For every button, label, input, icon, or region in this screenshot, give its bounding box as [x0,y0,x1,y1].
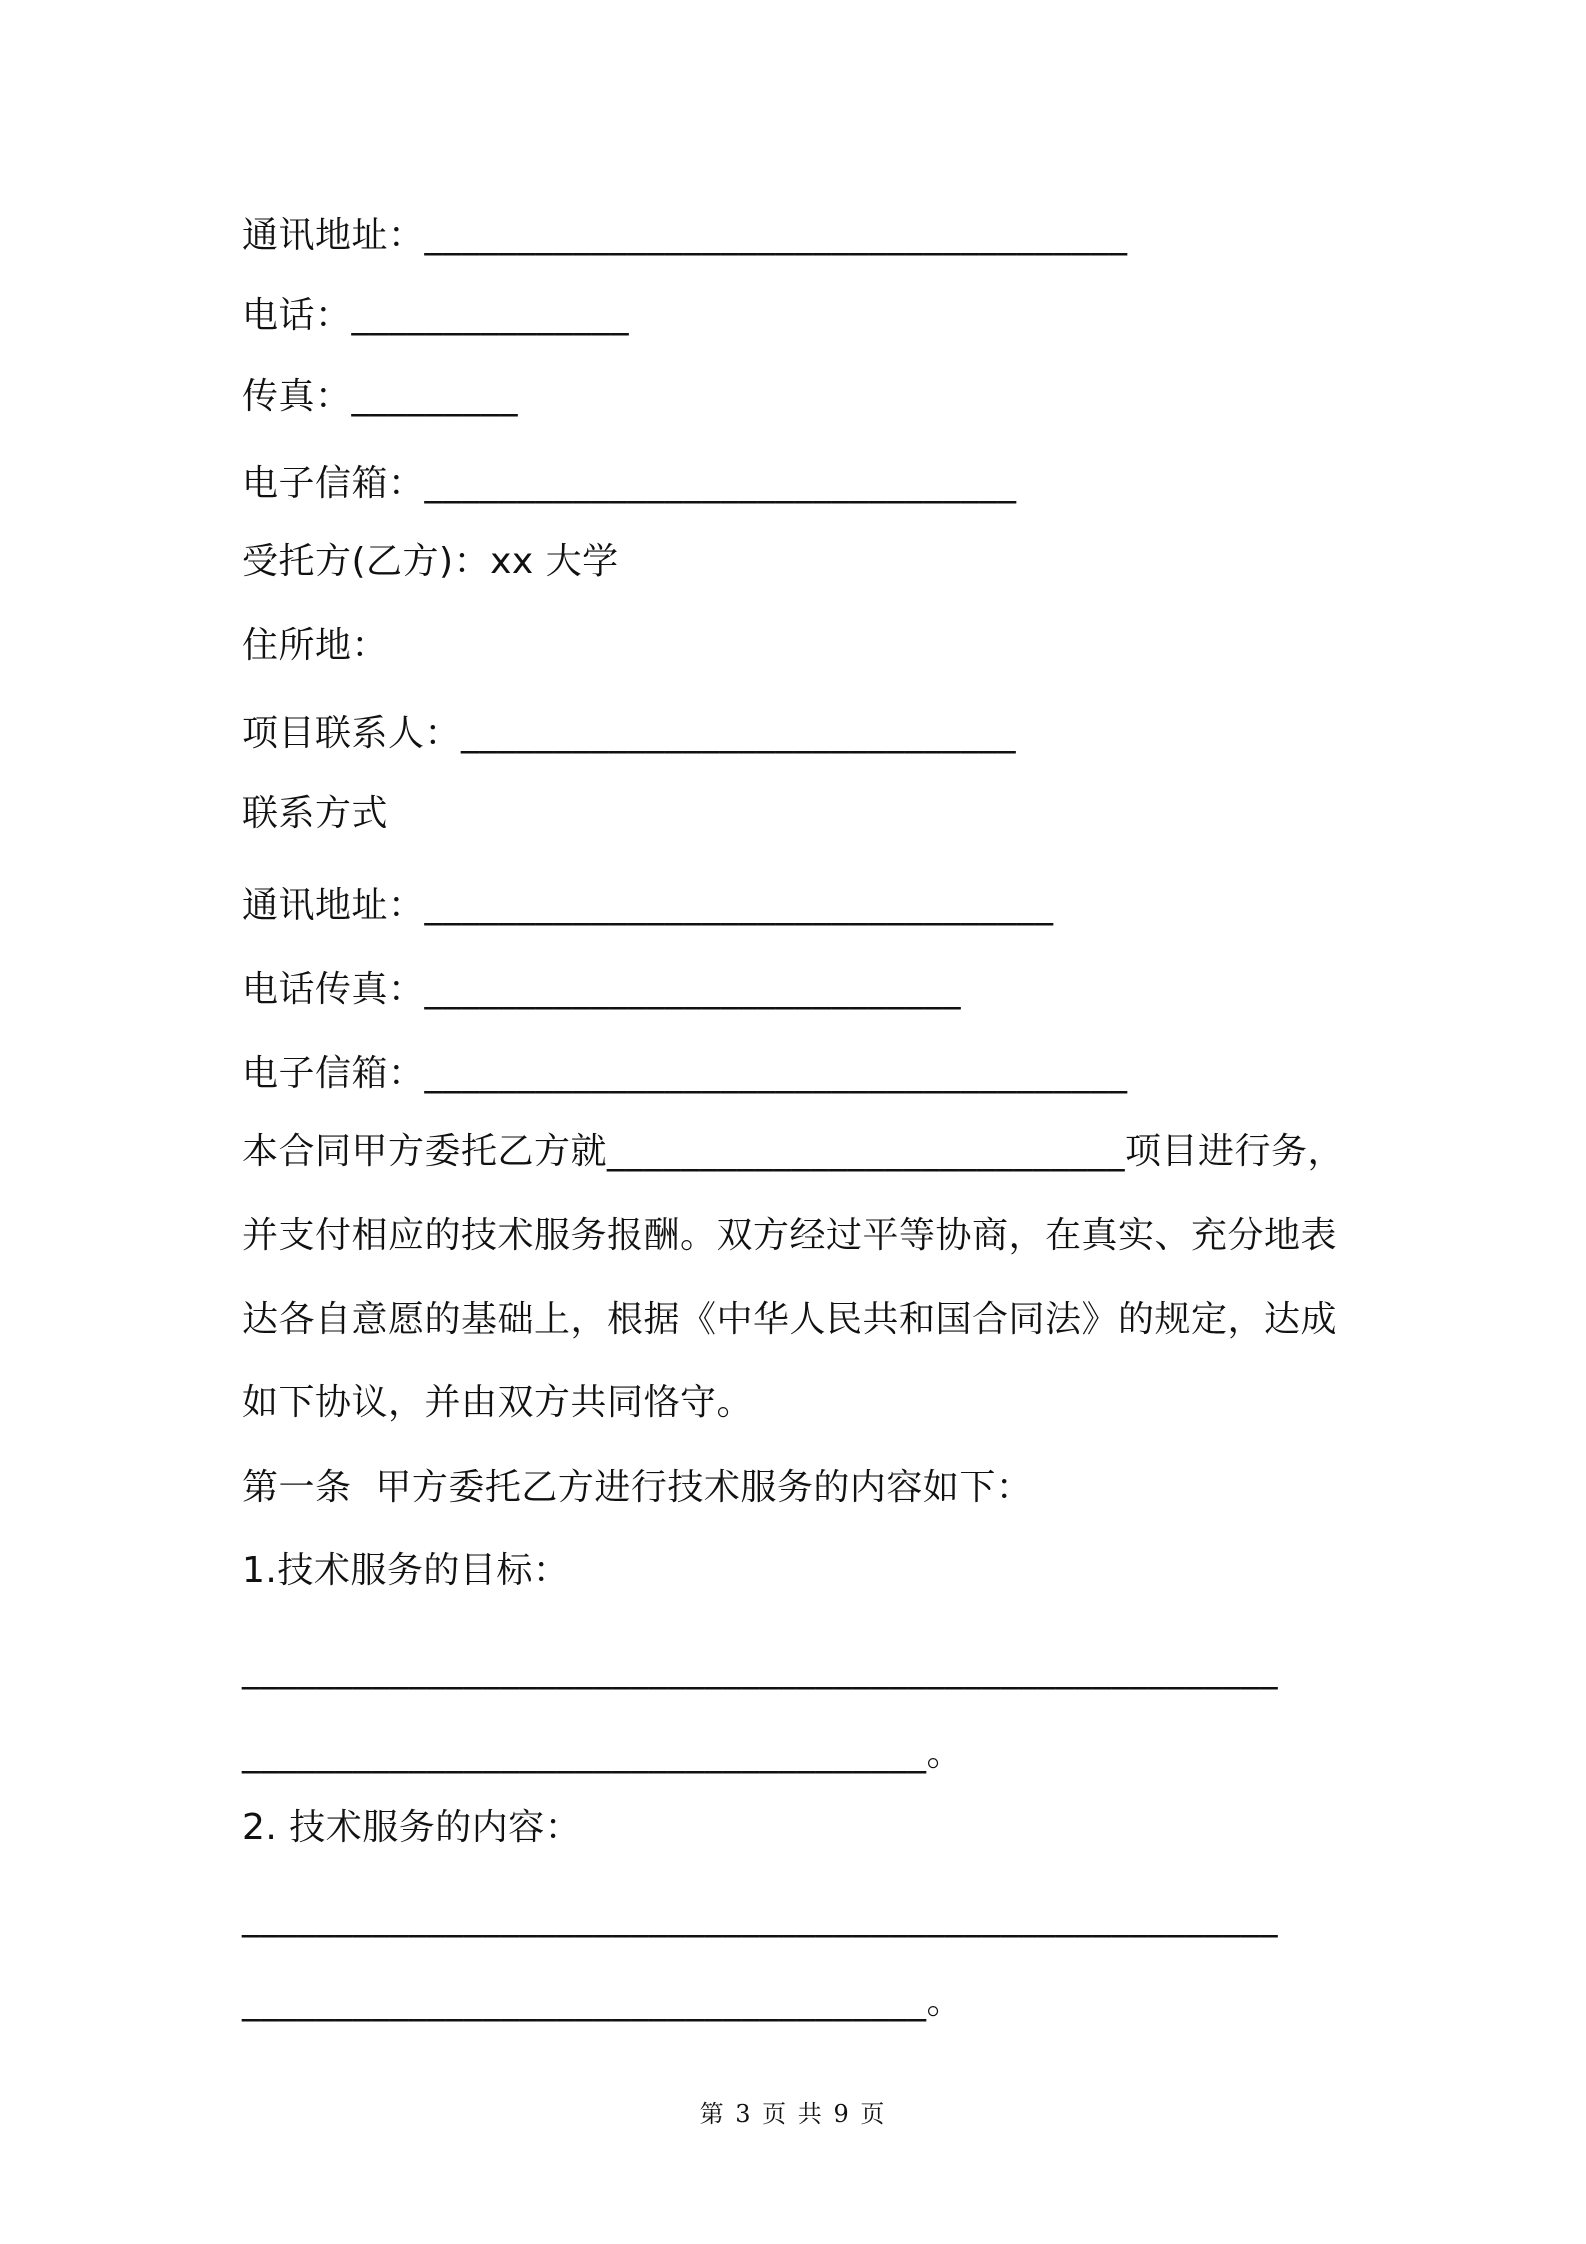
paragraph-text-1: 本合同甲方委托乙方就____________________________项目进行务， [242,1131,1345,1172]
phone-line [242,292,629,340]
paragraph-line-3 [242,1296,1337,1344]
mail-address-line-b [242,882,1054,930]
item-2-title-text: 2. 技术服务的内容： [242,1807,582,1848]
email-line-b [242,1050,1128,1098]
item-1-blank-line-1 [242,1646,1278,1694]
item-1-heading [242,1547,569,1595]
item-1-blank-text-1: ________________________________________________________ [242,1649,1278,1690]
residence-text: 住所地： [242,625,389,666]
item-1-blank-text-2: _____________________________________。 [242,1733,963,1774]
article-1-text: 第一条 甲方委托乙方进行技术服务的内容如下： [242,1467,1033,1508]
paragraph-line-2 [242,1212,1337,1260]
paragraph-text-4: 如下协议，并由双方共同恪守。 [242,1382,754,1423]
contact-method-text: 联系方式 [242,793,389,834]
mail-address-text-b: 通讯地址：__________________________________ [242,885,1054,926]
contact-method-line [242,790,388,838]
paragraph-line-1 [242,1128,1344,1176]
item-2-heading [242,1804,581,1852]
fax-text: 传真：_________ [242,376,519,417]
page-footer: 第 3 页 共 9 页 [699,2100,887,2128]
project-contact-text: 项目联系人：______________________________ [242,713,1017,754]
phone-fax-text: 电话传真：_____________________________ [242,969,962,1010]
item-2-blank-line-2 [242,1978,963,2026]
project-contact-line [242,710,1016,758]
email-line [242,460,1017,508]
item-2-blank-line-1 [242,1894,1278,1942]
paragraph-line-4 [242,1379,753,1427]
item-2-blank-text-2: _____________________________________。 [242,1981,963,2022]
item-2-blank-text-1: ________________________________________________________ [242,1897,1278,1938]
email-text: 电子信箱：________________________________ [242,463,1017,504]
item-1-blank-line-2 [242,1730,963,1778]
fax-line [242,373,518,421]
item-1-title-text: 1.技术服务的目标： [242,1550,570,1591]
trustee-line [242,538,619,586]
article-1-heading [242,1464,1032,1512]
mail-address-text: 通讯地址：______________________________________ [242,215,1128,256]
phone-text: 电话：_______________ [242,295,630,336]
paragraph-text-2: 并支付相应的技术服务报酬。双方经过平等协商，在真实、充分地表 [242,1215,1338,1256]
residence-line [242,622,388,670]
mail-address-line [242,212,1128,260]
phone-fax-line [242,966,961,1014]
trustee-text: 受托方(乙方)：xx 大学 [242,541,619,582]
email-text-b: 电子信箱：______________________________________ [242,1053,1128,1094]
paragraph-text-3: 达各自意愿的基础上，根据《中华人民共和国合同法》的规定，达成 [242,1299,1338,1340]
